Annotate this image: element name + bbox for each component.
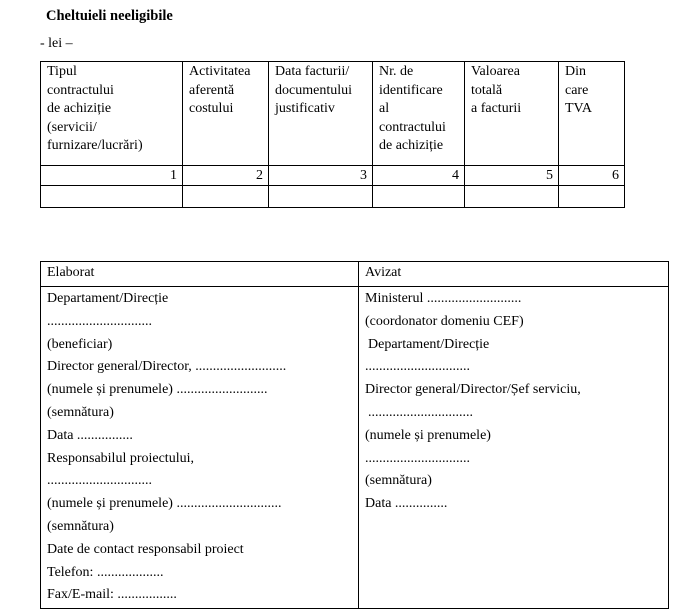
currency-unit-label: - lei – bbox=[40, 36, 73, 51]
elaborat-phone: Telefon: ................... bbox=[47, 564, 164, 580]
elaborat-project-manager-signature: (semnătura) bbox=[47, 518, 114, 534]
avizat-department-dots: .............................. bbox=[365, 359, 470, 375]
elaborat-project-manager: Responsabilul proiectului, bbox=[47, 450, 194, 466]
table-cell[interactable] bbox=[269, 186, 373, 208]
elaborat-fax-email: Fax/E-mail: ................. bbox=[47, 587, 177, 603]
header-cell-invoice-date: Data facturii/ documentului justificativ bbox=[269, 62, 373, 166]
elaborat-date: Data ................ bbox=[47, 427, 133, 443]
avizat-director-dots: .............................. bbox=[368, 404, 473, 420]
elaborat-contact-heading: Date de contact responsabil proiect bbox=[47, 541, 244, 557]
avizat-coordinator: (coordonator domeniu CEF) bbox=[365, 313, 524, 329]
elaborat-department: Departament/Direcție bbox=[47, 291, 169, 306]
avizat-department: Departament/Direcție bbox=[368, 336, 490, 352]
elaborat-project-manager-name: (numele și prenumele) .............................. bbox=[47, 496, 282, 512]
table-header-row bbox=[41, 62, 625, 166]
elaborat-director: Director general/Director, .......................... bbox=[47, 359, 287, 375]
avizat-section bbox=[359, 287, 669, 609]
elaborat-project-manager-dots: .............................. bbox=[47, 473, 152, 489]
column-number: 4 bbox=[373, 166, 465, 186]
column-number: 3 bbox=[269, 166, 373, 186]
header-cell-vat: Din care TVA bbox=[559, 62, 625, 166]
elaborat-heading: Elaborat bbox=[41, 262, 359, 287]
elaborat-director-signature: (semnătura) bbox=[47, 404, 114, 420]
column-number-row bbox=[41, 166, 625, 186]
elaborat-beneficiary: (beneficiar) bbox=[47, 336, 113, 352]
column-number: 1 bbox=[41, 166, 183, 186]
signature-header-row bbox=[41, 262, 669, 287]
table-cell[interactable] bbox=[559, 186, 625, 208]
avizat-signature: (semnătura) bbox=[365, 473, 432, 489]
elaborat-director-name: (numele și prenumele) .......................... bbox=[47, 382, 268, 398]
table-cell[interactable] bbox=[465, 186, 559, 208]
elaborat-section bbox=[41, 287, 359, 609]
elaborat-department-dots: .............................. bbox=[47, 313, 152, 329]
signature-body-row bbox=[41, 287, 669, 609]
table-cell[interactable] bbox=[41, 186, 183, 208]
column-number: 2 bbox=[183, 166, 269, 186]
table-row bbox=[41, 186, 625, 208]
table-cell[interactable] bbox=[373, 186, 465, 208]
avizat-date: Data ............... bbox=[365, 496, 448, 512]
header-cell-activity: Activitatea aferentă costului bbox=[183, 62, 269, 166]
header-cell-contract-id: Nr. de identificare al contractului de achiziție bbox=[373, 62, 465, 166]
avizat-heading: Avizat bbox=[359, 262, 669, 287]
column-number: 5 bbox=[465, 166, 559, 186]
column-number: 6 bbox=[559, 166, 625, 186]
signature-table bbox=[40, 261, 669, 609]
avizat-ministry: Ministerul ........................... bbox=[365, 291, 522, 306]
section-title: Cheltuieli neeligibile bbox=[46, 8, 173, 24]
table-cell[interactable] bbox=[183, 186, 269, 208]
avizat-name: (numele și prenumele) bbox=[365, 427, 491, 443]
non-eligible-expenses-table bbox=[40, 61, 625, 208]
avizat-director: Director general/Director/Șef serviciu, bbox=[365, 382, 581, 398]
header-cell-invoice-value: Valoarea totală a facturii bbox=[465, 62, 559, 166]
avizat-name-dots: .............................. bbox=[365, 450, 470, 466]
header-cell-contract-type: Tipul contractului de achiziție (servicii/ furnizare/lucrări) bbox=[41, 62, 183, 166]
